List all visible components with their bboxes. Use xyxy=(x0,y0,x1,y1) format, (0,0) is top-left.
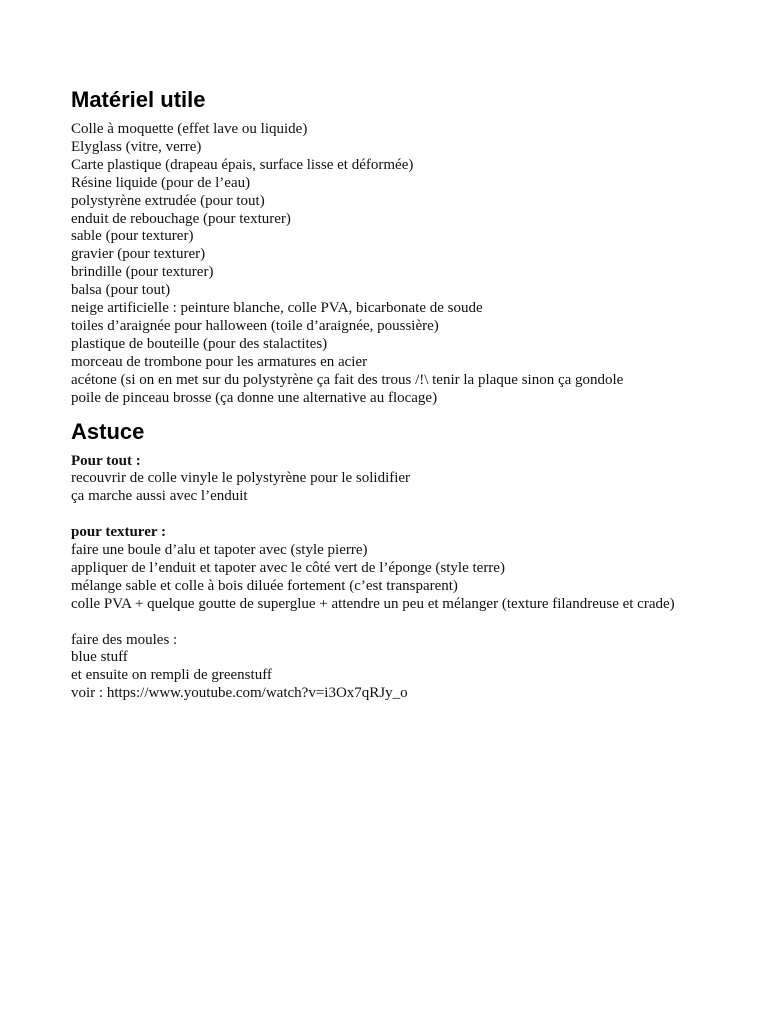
blank-line xyxy=(71,614,751,632)
materials-list xyxy=(71,121,751,408)
list-item: recouvrir de colle vinyle le polystyrène pour le solidifier xyxy=(71,470,411,487)
blank-line xyxy=(71,506,751,524)
tip-group-title: Pour tout : xyxy=(71,452,141,469)
list-item: balsa (pour tout) xyxy=(71,282,171,299)
tip-group-pour-texturer xyxy=(71,524,751,614)
tip-group-title: faire des moules : xyxy=(71,631,178,648)
tip-group-faire-des-moules xyxy=(71,632,751,704)
list-item: poile de pinceau brosse (ça donne une alternative au flocage) xyxy=(71,389,438,406)
list-item: morceau de trombone pour les armatures en acier xyxy=(71,353,368,370)
list-item: neige artificielle : peinture blanche, colle PVA, bicarbonate de soude xyxy=(71,300,483,317)
list-item: mélange sable et colle à bois diluée fortement (c’est transparent) xyxy=(71,577,458,594)
list-item: brindille (pour texturer) xyxy=(71,264,214,281)
list-item: ça marche aussi avec l’enduit xyxy=(71,488,248,505)
list-item: Résine liquide (pour de l’eau) xyxy=(71,174,251,191)
list-item: gravier (pour texturer) xyxy=(71,246,206,263)
list-item: plastique de bouteille (pour des stalactites) xyxy=(71,335,328,352)
heading-astuce: Astuce xyxy=(71,418,145,444)
list-item: Elyglass (vitre, verre) xyxy=(71,138,202,155)
document-page xyxy=(71,86,751,703)
tip-group-pour-tout xyxy=(71,453,751,507)
list-item: appliquer de l’enduit et tapoter avec le côté vert de l’éponge (style terre) xyxy=(71,559,505,576)
list-item: sable (pour texturer) xyxy=(71,228,194,245)
list-item: Colle à moquette (effet lave ou liquide) xyxy=(71,121,308,137)
tip-group-title: pour texturer : xyxy=(71,524,166,541)
list-item: colle PVA + quelque goutte de superglue + attendre un peu et mélanger (texture filandreuse et crade) xyxy=(71,595,675,612)
section-materiel-utile xyxy=(71,86,751,408)
list-item: et ensuite on rempli de greenstuff xyxy=(71,667,272,684)
list-item: toiles d’araignée pour halloween (toile d’araignée, poussière) xyxy=(71,317,439,334)
list-item: enduit de rebouchage (pour texturer) xyxy=(71,210,291,227)
list-item: blue stuff xyxy=(71,649,128,666)
list-item: faire une boule d’alu et tapoter avec (style pierre) xyxy=(71,542,368,559)
list-item: polystyrène extrudée (pour tout) xyxy=(71,192,265,209)
heading-materiel-utile: Matériel utile xyxy=(71,87,206,112)
list-item: acétone (si on en met sur du polystyrène ça fait des trous /!\ tenir la plaque sinon ça gondole xyxy=(71,371,624,388)
list-item: Carte plastique (drapeau épais, surface lisse et déformée) xyxy=(71,156,414,173)
section-astuce xyxy=(71,418,751,704)
video-link-text: voir : https://www.youtube.com/watch?v=i3Ox7qRJy_o xyxy=(71,685,408,702)
